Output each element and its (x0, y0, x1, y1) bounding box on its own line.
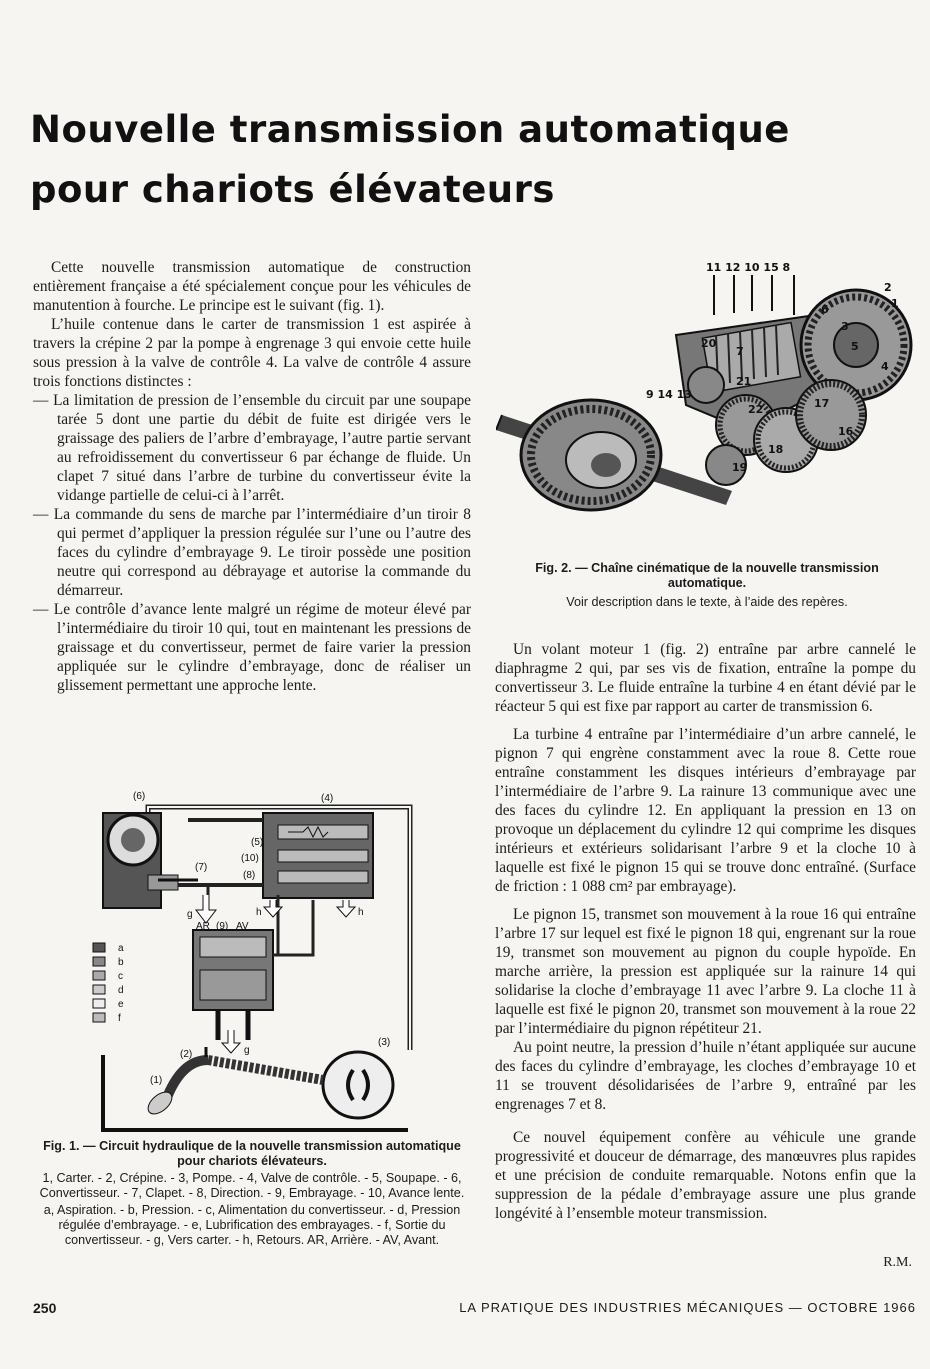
fig1-label-1: (1) (150, 1075, 163, 1086)
legend-a: a (118, 943, 124, 954)
list-item: — Le contrôle d’avance lente malgré un régime de moteur élevé par l’intermédiaire du tiroir 10 qui, tout en maintenant les pressions de graissage et du convertisseur, permet de faire varier la pression appliquée sur le cylindre d’embrayage, donc de réaliser un glissement permettant une approche lente. (33, 601, 471, 694)
figure-1-caption (32, 1139, 472, 1248)
legend-d: d (118, 985, 124, 996)
figure-1-caption-title: Fig. 1. — Circuit hydraulique de la nouvelle transmission automatique pour chariots élévateurs. (43, 1139, 461, 1168)
fig2-label-2: 2 (884, 281, 892, 294)
fig2-label-3: 3 (841, 320, 849, 333)
figure-2-caption-sub: Voir description dans le texte, à l’aide des repères. (566, 595, 848, 609)
right-column (495, 640, 916, 1223)
fig1-label-9: (9) (216, 921, 229, 932)
fig2-label-7: 7 (736, 345, 744, 358)
fig2-label-4: 4 (881, 360, 889, 373)
fig2-label-1: 1 (891, 297, 899, 310)
page-number: 250 (33, 1300, 57, 1316)
fig1-label-2: (2) (180, 1049, 193, 1060)
paragraph: Le pignon 15, transmet son mouvement à la roue 16 qui entraîne l’arbre 17 sur lequel est fixé le pignon 18 qui, engrenant sur la roue 19, transmet son mouvement au pignon du couple hypoïde. En marche arrière, la pression est appliquée sur la rainure 14 qui solidarise la cloche d’embrayage 11 avec l’arbre 9. La cloche 11 à laquelle est fixé le pignon 20, transmet son mouvement à la roue 22 par l’intermédiaire du pignon répétiteur 21. (495, 906, 916, 1037)
fig2-label-19: 19 (732, 461, 748, 474)
legend-b: b (118, 957, 124, 968)
fig1-label-h1: h (256, 907, 262, 918)
fig1-label-ar: AR (196, 921, 210, 932)
figure-2-caption-title: Fig. 2. — Chaîne cinématique de la nouvelle transmission automatique. (535, 561, 879, 590)
fig1-label-8: (8) (243, 870, 256, 881)
figure-1-legend-numbers: 1, Carter. - 2, Crépine. - 3, Pompe. - 4, Valve de contrôle. - 5, Soupape. - 6, Convertisseur. - 7, Clapet. - 8, Direction. - 9, Embrayage. - 10, Avance lente. (39, 1171, 465, 1200)
paragraph: L’huile contenue dans le carter de transmission 1 est aspirée à travers la crépine 2 par la pompe à engrenage 3 qui envoie cette huile sous pression à la valve de contrôle 4. La valve de contrôle 4 assure trois fonctions distinctes : (33, 316, 471, 390)
author-signature: R.M. (883, 1255, 912, 1270)
figure-2-kinematic-chain (496, 255, 916, 555)
left-column (33, 258, 471, 695)
article-title-line-2: pour chariots élévateurs (30, 168, 555, 211)
paragraph: Ce nouvel équipement confère au véhicule une grande progressivité et douceur de démarrage, des manœuvres plus rapides et une précision de conduite remarquable. Notons enfin que la suppression de la pédale d’embrayage assure une plus grande longévité à l’ensemble moteur transmission. (495, 1129, 916, 1222)
fig2-label-5: 5 (851, 340, 859, 353)
fig2-label-18: 18 (768, 443, 784, 456)
fig2-label-22: 22 (748, 403, 764, 416)
gear-drawing (496, 255, 916, 555)
fig1-label-7: (7) (195, 862, 208, 873)
fig2-label-9-14-13: 9 14 13 (646, 388, 692, 401)
fig1-label-6: (6) (133, 791, 146, 802)
fig1-label-g: g (187, 909, 193, 920)
fig2-label-6: 6 (821, 303, 829, 316)
legend-c: c (118, 971, 123, 982)
fig2-label-17: 17 (814, 397, 830, 410)
legend-e: e (118, 999, 124, 1010)
intro-paragraph: Cette nouvelle transmission automatique de construction entièrement française a été spécialement conçue pour les véhicules de manutention à fourche. Le principe est le suivant (fig. 1). (33, 259, 471, 314)
fig1-label-3: (3) (378, 1037, 391, 1048)
fig2-label-20: 20 (701, 337, 717, 350)
fig1-label-av: AV (236, 921, 249, 932)
paragraph: Un volant moteur 1 (fig. 2) entraîne par arbre cannelé le diaphragme 2 qui, par ses vis de fixation, entraîne la pompe du convertisseur 3. Le fluide entraîne la turbine 4 en étant dévié par le réacteur 5 qui est fixe par rapport au carter de transmission 6. (495, 641, 916, 715)
paragraph: La turbine 4 entraîne par l’intermédiaire d’un arbre cannelé, le pignon 7 qui engrène constamment avec la roue 8. Cette roue entraîne constamment les disques intérieurs d’embrayage par l’intermédiaire de l’arbre 9. La rainure 13 communique avec une des faces du cylindre 12. En appliquant la pression en 13 on provoque un déplacement du cylindre 12 qui comprime les disques intérieurs et extérieurs solidarisant l’arbre 9 et la cloche 10 à laquelle est fixé le pignon 15 qui se trouve donc entraîné. (Surface de friction : 1 088 cm² par embrayage). (495, 726, 916, 895)
circuit-drawing (88, 785, 418, 1135)
figure-1-legend-letters: a, Aspiration. - b, Pression. - c, Alimentation du convertisseur. - d, Pression régulée d’embrayage. - e, Lubrification des embrayages. - f, Sortie du convertisseur. - g, Vers carter. - h, Retours. AR, Arrière. - AV, Avant. (43, 1203, 461, 1247)
fig2-label-16: 16 (838, 425, 854, 438)
legend-f: f (118, 1013, 121, 1024)
paragraph: Au point neutre, la pression d’huile n’étant appliquée sur aucune des faces du cylindre d’embrayage, les cloches d’embrayage 10 et 11 se trouvent désolidarisées de l’arbre 9, entraîné par les engrenages 7 et 8. (495, 1039, 916, 1113)
fig1-label-h2: h (358, 907, 364, 918)
fig2-label-21: 21 (736, 375, 752, 388)
article-title-line-1: Nouvelle transmission automatique (30, 108, 790, 151)
fig2-label-top: 11 12 10 15 8 (706, 261, 791, 274)
list-item: — La limitation de pression de l’ensemble du circuit par une soupape tarée 5 dont une partie du débit de fuite est dirigée vers le graissage des paliers de l’arbre d’embrayage, l’autre partie servant au refroidissement du convertisseur 6 par échange de fluide. Un clapet 7 situé dans l’arbre de turbine du convertisseur évite la vidange partielle de celui-ci à l’arrêt. (33, 392, 471, 504)
fig1-label-4: (4) (321, 793, 334, 804)
journal-footer: LA PRATIQUE DES INDUSTRIES MÉCANIQUES — OCTOBRE 1966 (459, 1300, 916, 1315)
list-item: — La commande du sens de marche par l’intermédiaire d’un tiroir 8 qui permet d’appliquer la pression régulée sur l’une ou l’autre des faces du cylindre d’embrayage 9. Le tiroir possède une position neutre qui correspond au débrayage et autorise la commande du démarreur. (33, 506, 471, 599)
fig1-label-10: (10) (241, 853, 259, 864)
fig1-label-5: (5) (251, 837, 264, 848)
figure-2-caption (498, 561, 916, 610)
figure-1-hydraulic-circuit (88, 785, 418, 1135)
fig1-label-g2: g (244, 1045, 250, 1056)
